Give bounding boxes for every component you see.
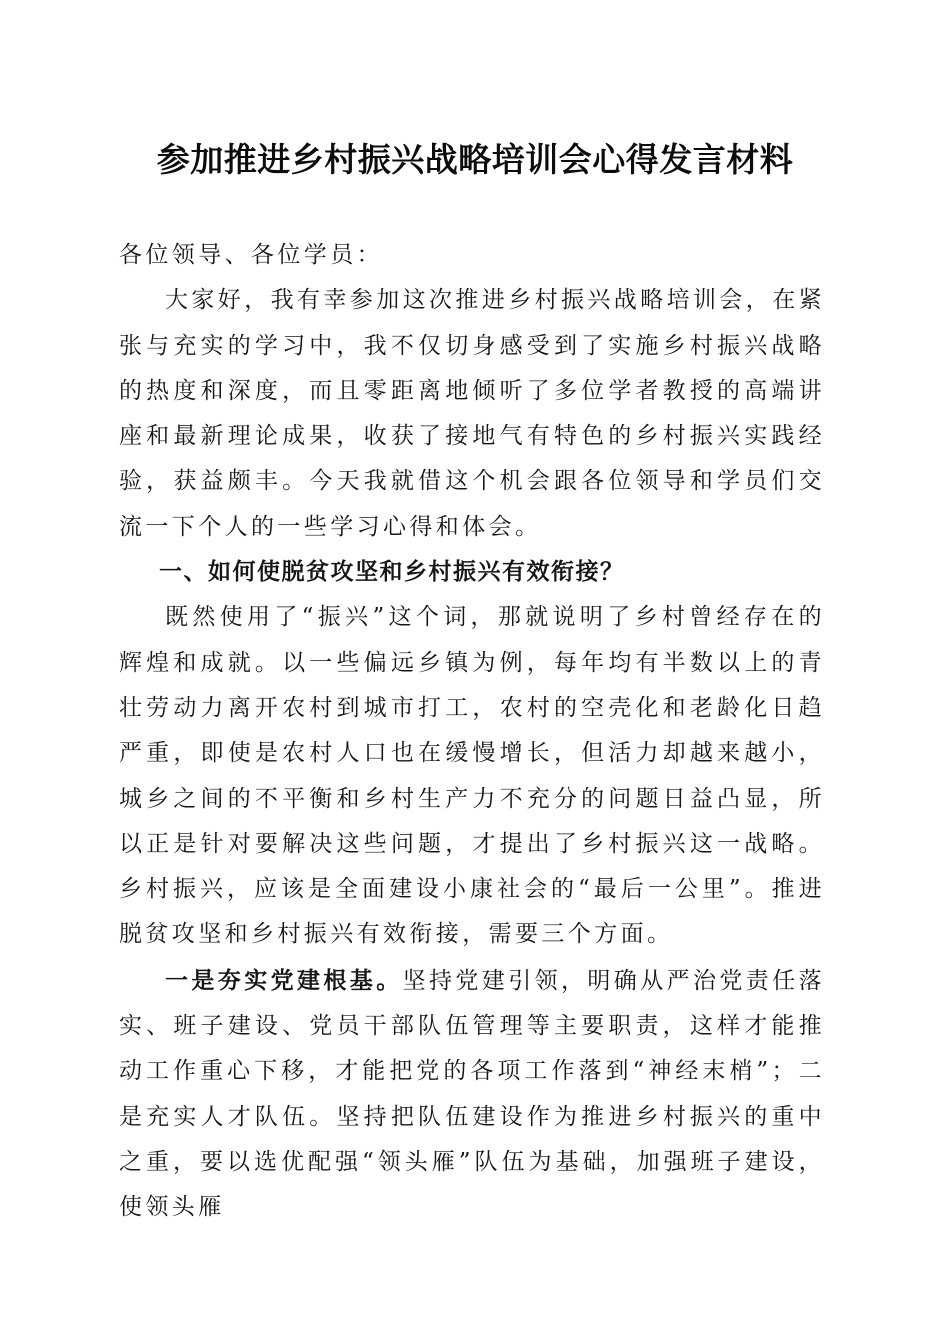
point-2-text: 坚持把队伍建设作为推进乡村振兴的重中之重，要以选优配强“领头雁”队伍为基础，加强班子建设，使领头雁 [119, 1103, 826, 1221]
document-title: 参加推进乡村振兴战略培训会心得发言材料 [156, 140, 794, 179]
point-1-text: 坚持党建引领，明确从严治党责任落实、班子建设、党员干部队伍管理等主要职责，这样才能推动工作重心下移，才能把党的各项工作落到“神经末梢”； [119, 967, 826, 1085]
salutation: 各位领导、各位学员： [119, 242, 383, 268]
section-paragraph: 既然使用了“振兴”这个词，那就说明了乡村曾经存在的辉煌和成就。以一些偏远乡镇为例，每年均有半数以上的青壮劳动力离开农村到城市打工，农村的空壳化和老龄化日趋严重，即使是农村人口也在缓慢增长，但活力却越来越小，城乡之间的不平衡和乡村生产力不充分的问题日益凸显，所以正是针对要解决这些问题，才提出了乡村振兴这一战略。乡村振兴，应该是全面建设小康社会的“最后一公里”。推进脱贫攻坚和乡村振兴有效衔接，需要三个方面。 [119, 604, 825, 948]
point-2-lead: 二是充实人才队伍。 [119, 1058, 825, 1130]
points-paragraph [119, 958, 825, 1231]
document-body [119, 233, 825, 1231]
intro-paragraph: 大家好，我有幸参加这次推进乡村振兴战略培训会，在紧张与充实的学习中，我不仅切身感受到了实施乡村振兴战略的热度和深度，而且零距离地倾听了多位学者教授的高端讲座和最新理论成果，收获了接地气有特色的乡村振兴实践经验，获益颇丰。今天我就借这个机会跟各位领导和学员们交流一下个人的一些学习心得和体会。 [119, 287, 825, 540]
point-1-lead: 一是夯实党建根基。 [165, 966, 403, 994]
section-heading: 一、如何使脱贫攻坚和乡村振兴有效衔接？ [159, 559, 625, 586]
